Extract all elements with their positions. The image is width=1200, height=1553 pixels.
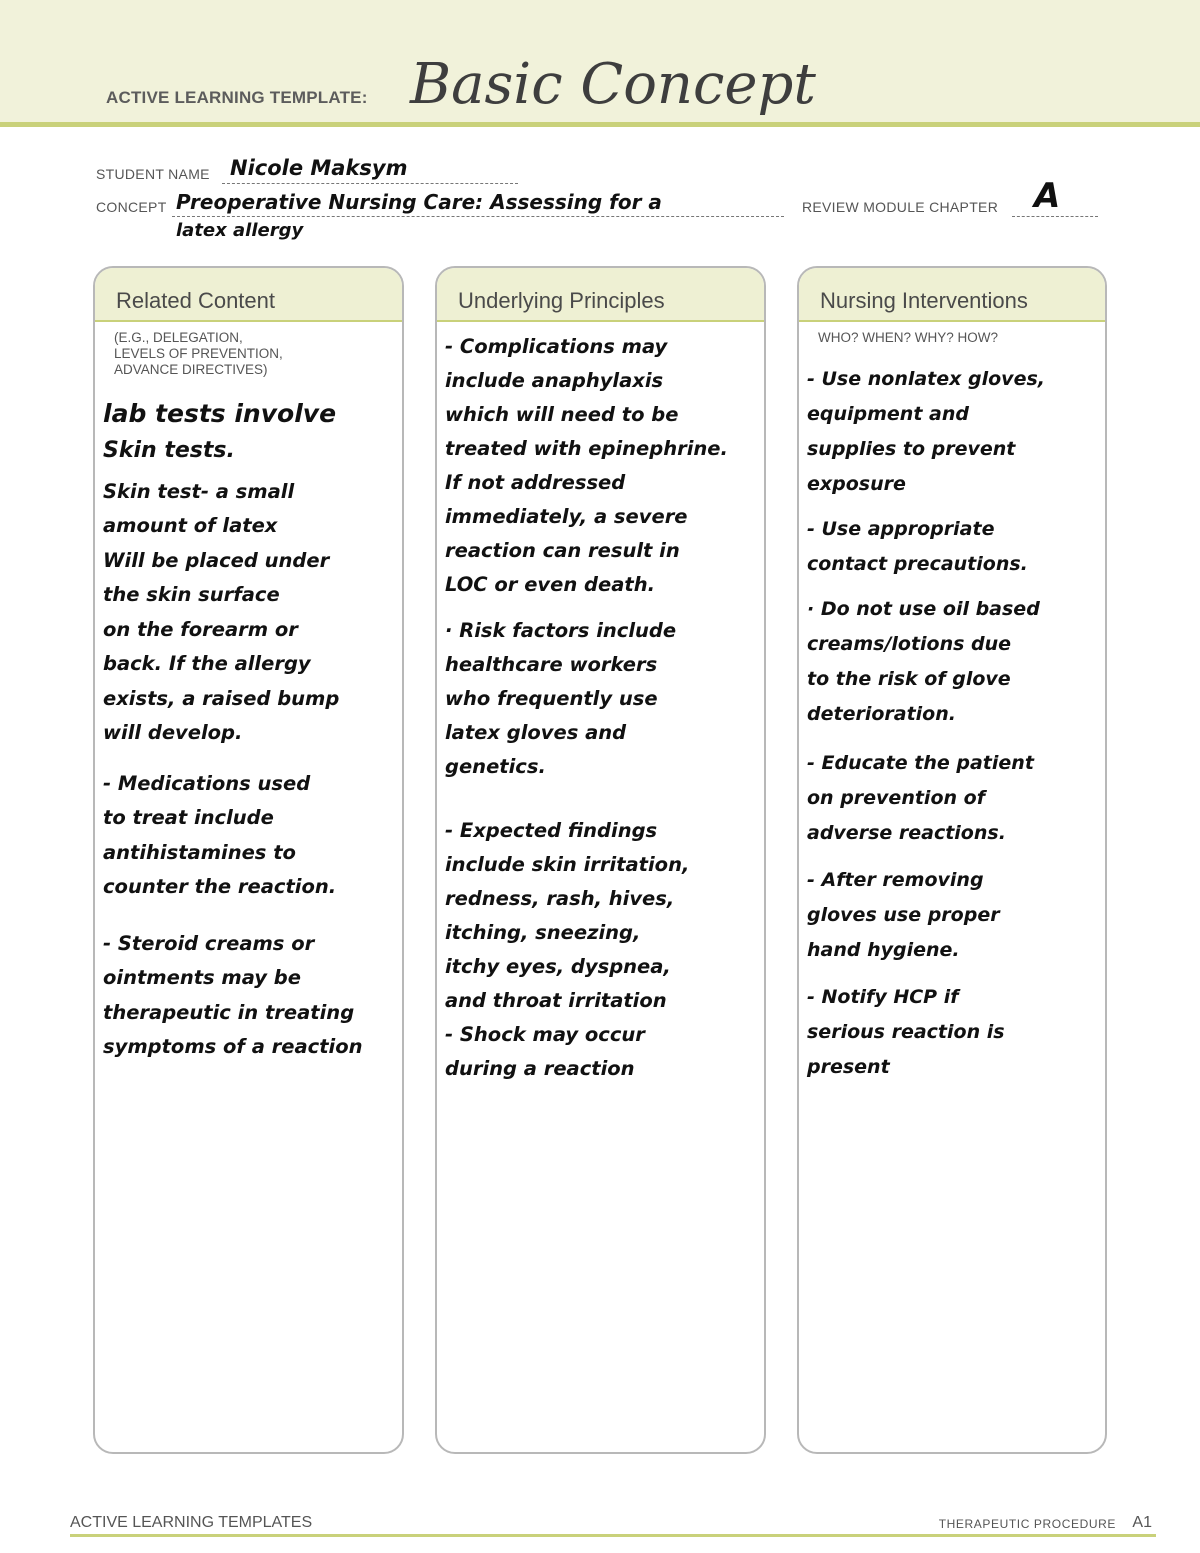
- interventions-line: - Notify HCP if: [807, 986, 959, 1008]
- footer-code: A1: [1132, 1514, 1152, 1531]
- related-line: on the forearm or: [103, 617, 298, 641]
- nursing-interventions-title: Nursing Interventions: [799, 268, 1105, 322]
- student-name-label: STUDENT NAME: [96, 166, 210, 182]
- interventions-line: · Do not use oil based: [807, 598, 1040, 620]
- related-line: counter the reaction.: [103, 875, 337, 898]
- student-name-value[interactable]: Nicole Maksym: [230, 156, 408, 180]
- chapter-line: [1012, 216, 1098, 217]
- related-line: - Medications used: [103, 771, 311, 795]
- template-label: ACTIVE LEARNING TEMPLATE:: [106, 88, 368, 107]
- related-line: lab tests involve: [103, 399, 337, 428]
- underlying-principles-title: Underlying Principles: [437, 268, 764, 322]
- principles-line: If not addressed: [445, 471, 626, 494]
- related-content-body[interactable]: [103, 394, 396, 1065]
- principles-line: during a reaction: [445, 1057, 635, 1080]
- nursing-interventions-body[interactable]: [807, 362, 1099, 1085]
- interventions-line: supplies to prevent: [807, 438, 1016, 460]
- concept-value-line1[interactable]: Preoperative Nursing Care: Assessing for a: [176, 190, 662, 214]
- nursing-interventions-panel: [797, 266, 1107, 1454]
- concept-value-line2[interactable]: latex allergy: [176, 220, 304, 241]
- principles-line: itching, sneezing,: [445, 921, 641, 944]
- related-line: back. If the allergy: [103, 652, 311, 675]
- principles-line: reaction can result in: [445, 539, 680, 562]
- related-line: antihistamines to: [103, 840, 296, 864]
- footer-rule: [70, 1534, 1156, 1537]
- interventions-line: deterioration.: [807, 703, 956, 725]
- footer-section: THERAPEUTIC PROCEDURE: [938, 1517, 1116, 1531]
- template-title: Basic Concept: [410, 52, 816, 117]
- principles-line: - Complications may: [445, 335, 668, 358]
- principles-line: include skin irritation,: [445, 853, 690, 876]
- related-line: will develop.: [103, 721, 243, 744]
- related-line: amount of latex: [103, 514, 278, 537]
- interventions-line: serious reaction is: [807, 1021, 1005, 1043]
- principles-line: LOC or even death.: [445, 573, 655, 596]
- concept-label: CONCEPT: [96, 199, 167, 215]
- header-rule: [0, 122, 1200, 127]
- interventions-line: gloves use proper: [807, 904, 1000, 926]
- related-line: exists, a raised bump: [103, 686, 340, 710]
- related-line: Will be placed under: [103, 548, 330, 572]
- principles-line: - Shock may occur: [445, 1023, 645, 1046]
- related-line: ointments may be: [103, 966, 301, 989]
- chapter-value[interactable]: A: [1034, 176, 1061, 216]
- interventions-line: equipment and: [807, 403, 969, 425]
- underlying-principles-body[interactable]: [445, 330, 758, 1086]
- related-line: therapeutic in treating: [103, 1000, 355, 1024]
- interventions-line: - After removing: [807, 869, 984, 891]
- principles-line: - Expected findings: [445, 819, 658, 842]
- concept-line: [172, 216, 784, 217]
- principles-line: · Risk factors include: [445, 619, 677, 642]
- interventions-line: contact precautions.: [807, 553, 1028, 575]
- related-line: symptoms of a reaction: [103, 1035, 363, 1058]
- interventions-line: present: [807, 1056, 890, 1078]
- chapter-label: REVIEW MODULE CHAPTER: [802, 199, 999, 215]
- interventions-line: to the risk of glove: [807, 668, 1011, 690]
- principles-line: genetics.: [445, 755, 546, 778]
- underlying-principles-panel: [435, 266, 766, 1454]
- principles-line: immediately, a severe: [445, 505, 688, 528]
- interventions-line: on prevention of: [807, 787, 985, 809]
- principles-line: latex gloves and: [445, 721, 627, 744]
- student-name-line: [222, 183, 518, 184]
- interventions-line: hand hygiene.: [807, 939, 960, 961]
- related-line: to treat include: [103, 806, 274, 829]
- related-line: the skin surface: [103, 583, 280, 606]
- interventions-line: - Use appropriate: [807, 518, 995, 540]
- interventions-line: creams/lotions due: [807, 633, 1012, 655]
- principles-line: which will need to be: [445, 403, 679, 426]
- interventions-line: - Educate the patient: [807, 752, 1034, 774]
- principles-line: who frequently use: [445, 687, 658, 710]
- principles-line: include anaphylaxis: [445, 369, 664, 392]
- principles-line: redness, rash, hives,: [445, 887, 675, 910]
- interventions-line: exposure: [807, 473, 906, 495]
- related-line: Skin tests.: [103, 438, 235, 463]
- principles-line: healthcare workers: [445, 653, 658, 676]
- related-line: - Steroid creams or: [103, 931, 315, 955]
- related-content-title: Related Content: [95, 268, 402, 322]
- interventions-line: - Use nonlatex gloves,: [807, 368, 1045, 390]
- principles-line: treated with epinephrine.: [445, 437, 728, 460]
- related-line: Skin test- a small: [103, 479, 295, 503]
- nursing-interventions-subtitle: WHO? WHEN? WHY? HOW?: [818, 330, 999, 345]
- principles-line: itchy eyes, dyspnea,: [445, 955, 671, 978]
- interventions-line: adverse reactions.: [807, 822, 1006, 844]
- principles-line: and throat irritation: [445, 989, 667, 1012]
- footer-label: ACTIVE LEARNING TEMPLATES: [70, 1514, 313, 1531]
- related-content-subtitle: (E.G., DELEGATION, LEVELS OF PREVENTION, ADVANCE DIRECTIVES): [114, 330, 283, 377]
- related-content-panel: [93, 266, 404, 1454]
